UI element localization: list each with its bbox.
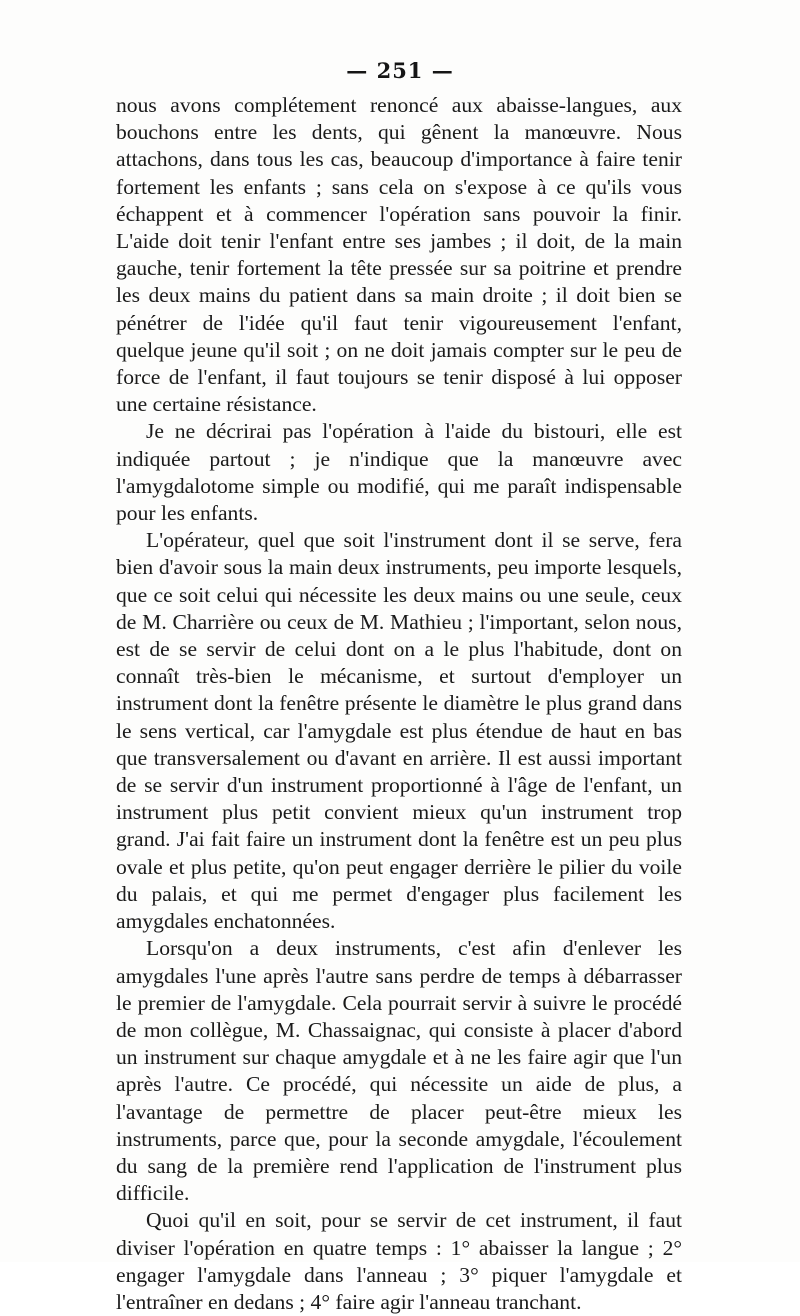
body-text [116,92,682,1316]
paragraph-4: Lorsqu'on a deux instruments, c'est afin d'enlever les amygdales l'une après l'autre sans perdre de temps à débarrasser le premier de l'amygdale. Cela pourrait servir à suivre le procédé de mon collègue, M. Chassaignac, qui consiste à placer d'abord un instrument sur chaque amygdale et à ne les faire agir que l'un après l'autre. Ce procédé, qui nécessite un aide de plus, a l'avantage de permettre de placer peut-être mieux les instruments, parce que, pour la seconde amygdale, l'écoulement du sang de la première rend l'application de l'instrument plus difficile. [116,936,682,1206]
page-number: — 251 — [346,58,454,83]
paragraph-2: Je ne décrirai pas l'opération à l'aide du bistouri, elle est indiquée partout ; je n'indique que la manœuvre avec l'amygdalotome simple ou modifié, qui me paraît indispensable pour les enfants. [116,419,682,526]
paragraph-1: nous avons complétement renoncé aux abaisse-langues, aux bouchons entre les dents, qui gênent la manœuvre. Nous attachons, dans tous les cas, beaucoup d'importance à faire tenir fortement les enfants ; sans cela on s'expose à ce qu'ils vous échappent et à commencer l'opération sans pouvoir la finir. L'aide doit tenir l'enfant entre ses jambes ; il doit, de la main gauche, tenir fortement la tête pressée sur sa poitrine et prendre les deux mains du patient dans sa main droite ; il doit bien se pénétrer de l'idée qu'il faut tenir vigoureusement l'enfant, quelque jeune qu'il soit ; on ne doit jamais compter sur le peu de force de l'enfant, il faut toujours se tenir disposé à lui opposer une certaine résistance. [116,93,682,417]
paragraph-3: L'opérateur, quel que soit l'instrument dont il se serve, fera bien d'avoir sous la main deux instruments, peu importe lesquels, que ce soit celui qui nécessite les deux mains ou une seule, ceux de M. Charrière ou ceux de M. Mathieu ; l'important, selon nous, est de se servir de celui dont on a le plus l'habitude, dont on connaît très-bien le mécanisme, et surtout d'employer un instrument dont la fenêtre présente le diamètre le plus grand dans le sens vertical, car l'amygdale est plus étendue de haut en bas que transversalement ou d'avant en arrière. Il est aussi important de se servir d'un instrument proportionné à l'âge de l'enfant, un instrument plus petit convient mieux qu'un instrument trop grand. J'ai fait faire un instrument dont la fenêtre est un peu plus ovale et plus petite, qu'on peut engager derrière le pilier du voile du palais, et qui me permet d'engager plus facilement les amygdales enchatonnées. [116,528,682,934]
paragraph-5: Quoi qu'il en soit, pour se servir de cet instrument, il faut diviser l'opération en quatre temps : 1° abaisser la langue ; 2° engager l'amygdale dans l'anneau ; 3° piquer l'amygdale et l'entraîner en dedans ; 4° faire agir l'anneau tranchant. [116,1208,682,1314]
